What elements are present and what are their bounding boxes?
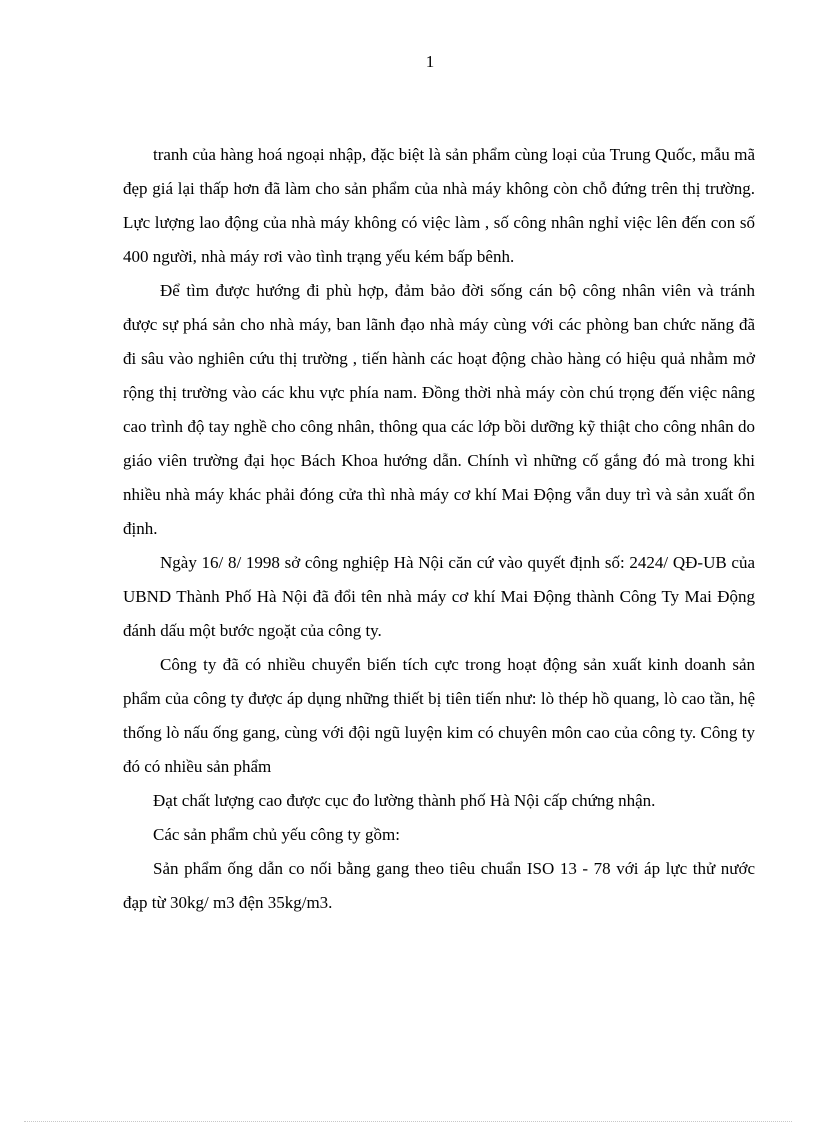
- paragraph-market-research: Để tìm được hướng đi phù hợp, đảm bảo đời sống cán bộ công nhân viên và tránh được sự phá sản cho nhà máy, ban lãnh đạo nhà máy cùng với các phòng ban chức năng đã đi sâu vào nghiên cứu thị trường , tiến hành các hoạt động chào hàng có hiệu quả nhằm mở rộng thị trường vào các khu vực phía nam. Đồng thời nhà máy còn chú trọng đến việc nâng cao trình độ tay nghề cho công nhân, thông qua các lớp bồi dưỡng kỹ thiật cho công nhân do giáo viên trường đại học Bách Khoa hướng dẫn. Chính vì những cố gắng đó mà trong khi nhiều nhà máy khác phải đóng cửa thì nhà máy cơ khí Mai Động vẫn duy trì và sản xuất ổn định.: [123, 281, 755, 538]
- paragraph-continuation: tranh của hàng hoá ngoại nhập, đặc biệt là sản phẩm cùng loại của Trung Quốc, mẫu mã đẹp giá lại thấp hơn đã làm cho sản phẩm của nhà máy không còn chỗ đứng trên thị trường. Lực lượng lao động của nhà máy không có việc làm , số công nhân nghỉ việc lên đến con số 400 người, nhà máy rơi vào tình trạng yếu kém bấp bênh.: [123, 145, 755, 266]
- paragraph-product-pipes: Sản phẩm ống dẫn co nối bằng gang theo tiêu chuẩn ISO 13 - 78 với áp lực thử nước đạp từ 30kg/ m3 đện 35kg/m3.: [123, 859, 755, 912]
- document-body: [123, 138, 755, 920]
- paragraph-certification: Đạt chất lượng cao được cục đo lường thành phố Hà Nội cấp chứng nhận.: [153, 791, 656, 810]
- page-number: 1: [425, 52, 435, 71]
- paragraph-company-rename: Ngày 16/ 8/ 1998 sở công nghiệp Hà Nội căn cứ vào quyết định số: 2424/ QĐ-UB của UBND Thành Phố Hà Nội đã đổi tên nhà máy cơ khí Mai Động thành Công Ty Mai Động đánh dấu một bước ngoặt của công ty.: [123, 553, 755, 640]
- page-bottom-divider: [24, 1121, 792, 1122]
- paragraph-products-intro: Các sản phẩm chủ yếu công ty gồm:: [153, 825, 400, 844]
- paragraph-equipment: Công ty đã có nhiều chuyển biến tích cực trong hoạt động sản xuất kinh doanh sản phẩm của công ty được áp dụng những thiết bị tiên tiến như: lò thép hồ quang, lò cao tần, hệ thống lò nấu ống gang, cùng với đội ngũ luyện kim có chuyên môn cao của công ty. Công ty đó có nhiều sản phẩm: [123, 655, 755, 776]
